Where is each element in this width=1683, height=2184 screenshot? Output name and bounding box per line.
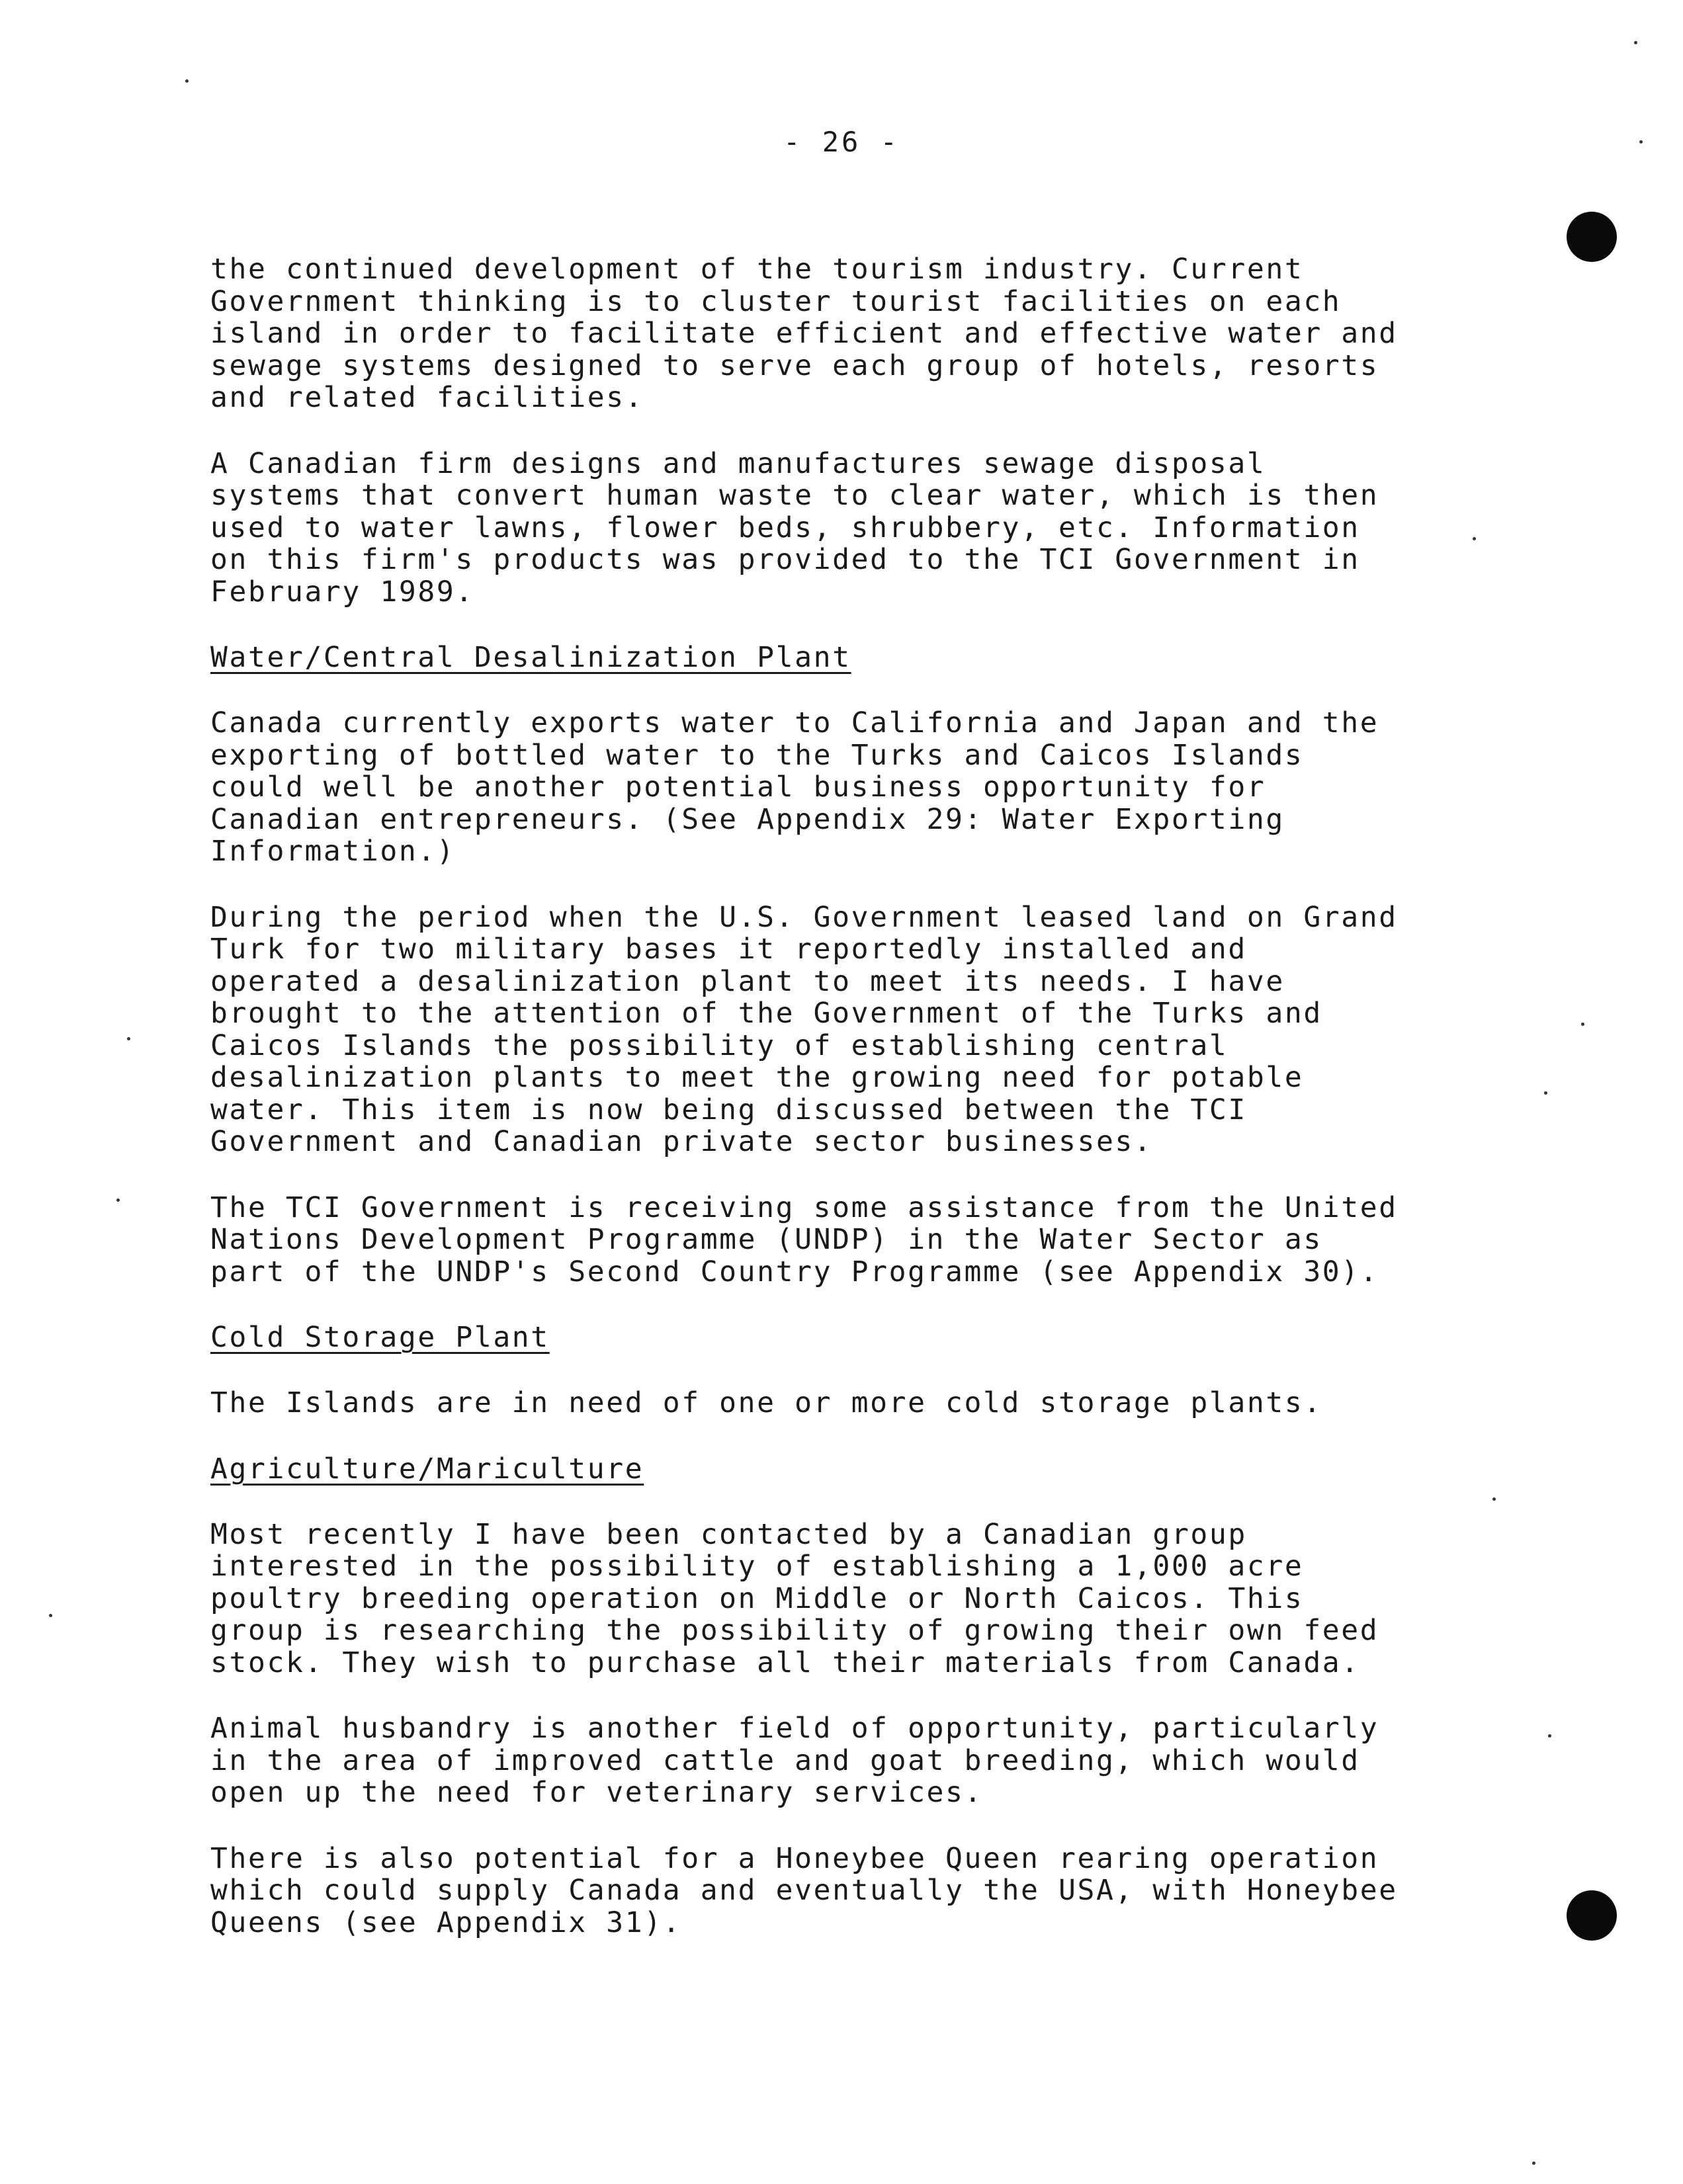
paragraph-animal-husbandry: Animal husbandry is another field of opportunity, particularly in the area of improved cattle and goat breeding, which would open up the need for veterinary services. [210,1712,1379,1809]
scan-speck [1492,1497,1496,1501]
scan-speck [49,1614,52,1617]
paragraph-undp-assistance: The TCI Government is receiving some assistance from the United Nations Development Programme (UNDP) in the Water Sector as part of the UNDP's Second Country Programme (see Appendix 30). [210,1191,1398,1288]
paragraph-poultry-breeding: Most recently I have been contacted by a Canadian group interested in the possibility of establishing a 1,000 acre poultry breeding operation on Middle or North Caicos. This group is researching the possibility of growing their own feed stock. They wish to purchase all their materials from Canada. [210,1517,1379,1679]
paragraph-cold-storage: The Islands are in need of one or more cold storage plants. [210,1386,1322,1419]
heading-water-desalinization: Water/Central Desalinization Plant [210,641,851,674]
punch-hole-bottom [1567,1890,1617,1941]
scan-speck [1639,140,1643,144]
scan-speck [185,79,189,83]
heading-agriculture-mariculture: Agriculture/Mariculture [210,1452,644,1486]
punch-hole-top [1567,212,1617,262]
heading-cold-storage: Cold Storage Plant [210,1321,550,1354]
paragraph-desalinization-plant: During the period when the U.S. Government leased land on Grand Turk for two military bases it reportedly installed and operated a desalinization plant to meet its needs. I have brought to the attention of the Government of the Turks and Caicos Islands the possibility of establishing central desalinization plants to meet the growing need for potable water. This item is now being discussed between the TCI Government and Canadian private sector businesses. [210,900,1398,1158]
scan-speck [1634,41,1637,44]
scan-speck [1544,1091,1547,1095]
scan-speck [116,1198,120,1202]
paragraph-sewage-disposal: A Canadian firm designs and manufactures sewage disposal systems that convert human waste to clear water, which is then used to water lawns, flower beds, shrubbery, etc. Information on this firm's products was provided to the TCI Government in February 1989. [210,446,1379,609]
scan-speck [1581,1023,1584,1026]
paragraph-water-exports: Canada currently exports water to California and Japan and the exporting of bottled water to the Turks and Caicos Islands could well be another potential business opportunity for Canadian entrepreneurs. (See Appendix 29: Water Exporting Information.) [210,706,1379,868]
scan-speck [1473,537,1476,540]
paragraph-tourism-development: the continued development of the tourism industry. Current Government thinking is to cluster tourist facilities on each island in order to facilitate efficient and effective water and sewage systems designed to serve each group of hotels, resorts and related facilities. [210,253,1398,414]
page-number: - 26 - [783,126,900,158]
paragraph-honeybee-queen: There is also potential for a Honeybee Queen rearing operation which could supply Canada and eventually the USA, with Honeybee Queens (see Appendix 31). [210,1841,1398,1939]
scan-speck [1532,2162,1535,2165]
scan-speck [1548,1734,1551,1738]
document-body [210,253,1507,1939]
scan-speck [127,1037,130,1040]
